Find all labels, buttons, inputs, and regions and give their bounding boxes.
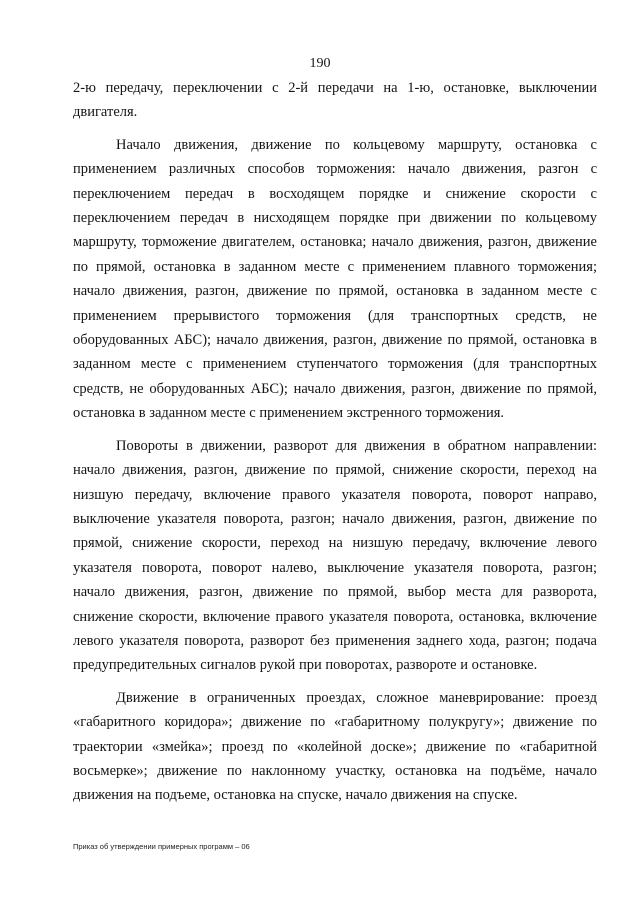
paragraph-circular-route: Начало движения, движение по кольцевому маршруту, остановка с применением различных способов торможения: начало движения, разгон с переключением передач в восходящем порядке и снижение скорости с переключением передач в нисходящем порядке при движении по кольцевому маршруту, торможение двигателем, остановка; начало движения, разгон, движение по прямой, остановка в заданном месте с применением плавного торможения; начало движения, разгон, движение по прямой, остановка в заданном месте с применением прерывистого торможения (для транспортных средств, не оборудованных АБС); начало движения, разгон, движение по прямой, остановка в заданном месте с применением ступенчатого торможения (для транспортных средств, не оборудованных АБС); начало движения, разгон, движение по прямой, остановка в заданном месте с применением экстренного торможения. [73, 136, 597, 422]
document-body [73, 76, 597, 808]
footer-note: Приказ об утверждении примерных программ – 06 [73, 842, 250, 851]
paragraph-continuation: 2-ю передачу, переключении с 2-й передачи на 1-ю, остановке, выключении двигателя. [73, 80, 597, 121]
paragraph-turns: Повороты в движении, разворот для движения в обратном направлении: начало движения, разгон, движение по прямой, снижение скорости, переход на низшую передачу, включение правого указателя поворота, поворот направо, выключение указателя поворота, разгон; начало движения, разгон, движение по прямой, снижение скорости, переход на низшую передачу, включение левого указателя поворота, поворот налево, выключение указателя поворота, разгон; начало движения, разгон, движение по прямой, выбор места для разворота, снижение скорости, включение правого указателя поворота, остановка, включение левого указателя поворота, разворот без применения заднего хода, разгон; подача предупредительных сигналов рукой при поворотах, развороте и остановке. [73, 437, 597, 674]
page-number: 190 [309, 56, 331, 71]
paragraph-maneuvering: Движение в ограниченных проездах, сложное маневрирование: проезд «габаритного коридора»; движение по «габаритному полукругу»; движение по траектории «змейка»; проезд по «колейной доске»; движение по «габаритной восьмерке»; движение по наклонному участку, остановка на подъёме, начало движения на подъеме, остановка на спуске, начало движения на спуске. [73, 689, 597, 804]
